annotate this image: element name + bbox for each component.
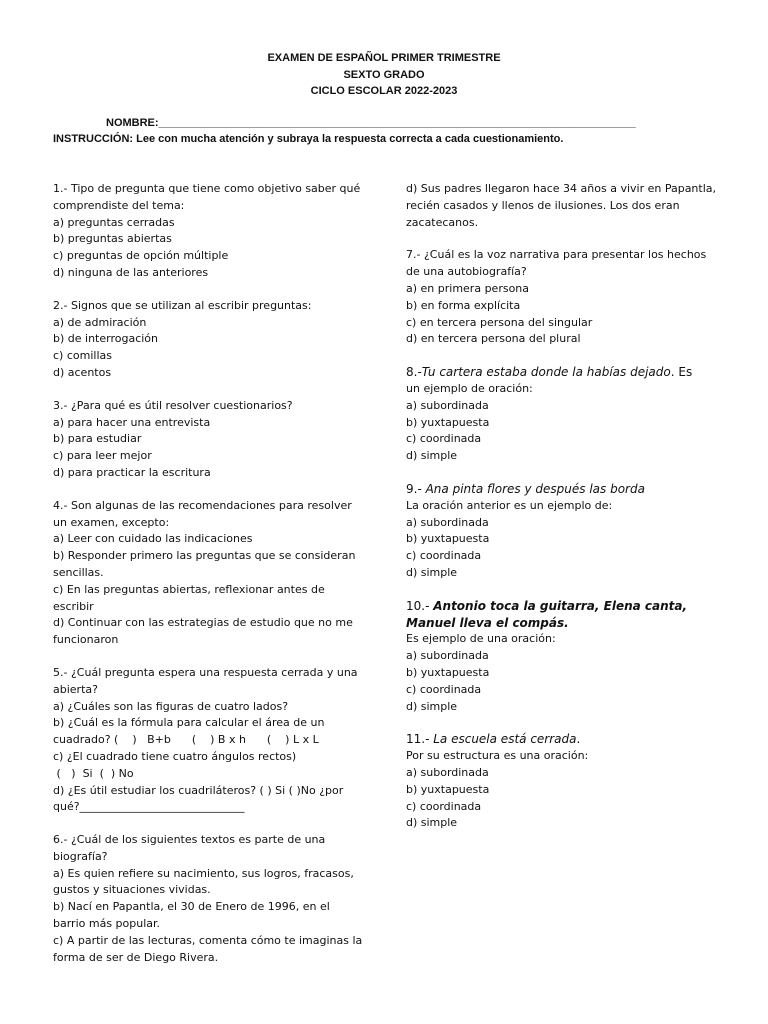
option-d[interactable]: d) ¿Es útil estudiar los cuadriláteros? ( ) Si ( )No ¿por qué?______________________________ [53,783,344,814]
option-b[interactable]: b) preguntas abiertas [53,232,172,246]
option-b[interactable]: b) yuxtapuesta [406,532,490,546]
question-stem: Es ejemplo de una oración: [406,632,556,646]
exam-header [0,50,768,100]
option-a[interactable]: a) subordinada [406,649,489,663]
option-d[interactable]: d) en tercera persona del plural [406,332,581,346]
question-title [406,364,718,381]
option-a[interactable]: a) en primera persona [406,281,530,295]
example-sentence: Ana pinta flores y después las borda [425,481,645,496]
option-c[interactable]: c) coordinada [406,549,482,563]
instruction-text: INSTRUCCIÓN: Lee con mucha atención y subraya la respuesta correcta a cada cuestionamiento. [53,133,564,145]
option-b[interactable]: b) de interrogación [53,332,158,346]
option-a[interactable]: a) preguntas cerradas [53,215,175,229]
question-stem: La oración anterior es un ejemplo de: [406,498,613,512]
question-stem: un ejemplo de oración: [406,381,533,395]
question-6 [53,832,365,966]
option-a[interactable]: a) subordinada [406,765,489,779]
option-b[interactable]: b) yuxtapuesta [406,415,490,429]
option-b[interactable]: b) yuxtapuesta [406,782,490,796]
option-d[interactable]: d) ninguna de las anteriores [53,265,209,279]
example-sentence: La escuela está cerrada [433,732,577,747]
exam-school-year: CICLO ESCOLAR 2022-2023 [310,85,458,97]
option-a[interactable]: a) para hacer una entrevista [53,415,211,429]
option-c[interactable]: c) A partir de las lecturas, comenta cómo te imaginas la forma de ser de Diego Rivera. [53,933,363,964]
option-d[interactable]: d) Sus padres llegaron hace 34 años a vivir en Papantla, recién casados y llenos de ilusiones. Los dos eran zacatecanos. [406,182,717,229]
question-number: 10.- [406,598,434,613]
question-number: 9.- [406,481,426,496]
example-sentence: Tu cartera estaba donde la habías dejado [421,365,671,380]
option-d[interactable]: d) para practicar la escritura [53,465,211,479]
question-7 [406,247,718,348]
question-stem: 2.- Signos que se utilizan al escribir preguntas: [53,298,312,312]
question-4 [53,498,365,649]
exam-title: EXAMEN DE ESPAÑOL PRIMER TRIMESTRE [267,52,501,64]
option-b[interactable]: b) ¿Cuál es la fórmula para calcular el área de un cuadrado? ( ) B+b ( ) B x h ( ) L x L [53,716,328,747]
question-stem: 1.- Tipo de pregunta que tiene como objetivo saber qué comprendiste del tema: [53,182,361,212]
question-stem: 5.- ¿Cuál pregunta espera una respuesta cerrada y una abierta? [53,665,358,696]
question-number: 11.- [406,732,434,747]
option-d[interactable]: d) simple [406,699,458,713]
question-stem: Por su estructura es una oración: [406,749,589,763]
option-b[interactable]: b) yuxtapuesta [406,665,490,679]
question-3 [53,398,365,482]
question-11 [406,731,718,832]
question-10 [406,598,718,716]
option-a[interactable]: a) subordinada [406,398,489,412]
question-9 [406,481,718,582]
option-c[interactable]: c) coordinada [406,799,482,813]
option-a[interactable]: a) subordinada [406,515,489,529]
question-stem: 4.- Son algunas de las recomendaciones para resolver un examen, excepto: [53,498,352,529]
question-1 [53,181,365,282]
option-b[interactable]: b) Nací en Papantla, el 30 de Enero de 1996, en el barrio más popular. [53,900,330,931]
option-c[interactable]: c) coordinada [406,682,482,696]
question-stem: 7.- ¿Cuál es la voz narrativa para presentar los hechos de una autobiografía? [406,248,707,279]
option-a[interactable]: a) Leer con cuidado las indicaciones [53,532,253,546]
exam-grade: SEXTO GRADO [343,68,425,81]
option-c[interactable]: c) en tercera persona del singular [406,315,593,329]
question-5 [53,665,365,816]
option-b[interactable]: b) para estudiar [53,432,142,446]
student-name-field[interactable]: NOMBRE:______________________________________________________________________________ [106,117,636,129]
option-a[interactable]: a) Es quien refiere su nacimiento, sus logros, fracasos, gustos y situaciones vividas. [53,866,354,897]
right-column [406,181,718,848]
question-title [406,481,718,498]
option-c[interactable]: c) coordinada [406,432,482,446]
question-stem: 6.- ¿Cuál de los siguientes textos es parte de una biografía? [53,833,326,863]
question-2 [53,298,365,382]
option-c[interactable]: c) preguntas de opción múltiple [53,249,229,263]
question-title-tail: . Es [670,365,693,380]
option-d[interactable]: d) simple [406,449,458,463]
option-c-answer[interactable]: ( ) Si ( ) No [53,766,134,780]
question-8 [406,364,718,465]
option-d[interactable]: d) simple [406,816,458,830]
option-c[interactable]: c) ¿El cuadrado tiene cuatro ángulos rectos) [53,749,297,763]
question-title [406,731,718,748]
question-number: 8.- [406,365,422,380]
example-sentence: Antonio toca la guitarra, Elena canta, Manuel lleva el compás. [406,598,688,630]
option-a[interactable]: a) ¿Cuáles son las figuras de cuatro lados? [53,699,289,713]
question-stem: 3.- ¿Para qué es útil resolver cuestionarios? [53,398,293,412]
option-a[interactable]: a) de admiración [53,315,147,329]
option-c[interactable]: c) En las preguntas abiertas, reflexionar antes de escribir [53,582,325,613]
question-title-tail: . [576,732,581,747]
option-d[interactable]: d) Continuar con las estrategias de estudio que no me funcionaron [53,616,353,647]
option-b[interactable]: b) en forma explícita [406,298,521,312]
left-column [53,181,365,982]
question-title [406,598,718,632]
option-d[interactable]: d) simple [406,565,458,579]
option-d[interactable]: d) acentos [53,365,112,379]
option-c[interactable]: c) para leer mejor [53,449,152,463]
option-b[interactable]: b) Responder primero las preguntas que se consideran sencillas. [53,549,356,579]
option-c[interactable]: c) comillas [53,349,112,363]
question-6-continued [406,181,718,231]
